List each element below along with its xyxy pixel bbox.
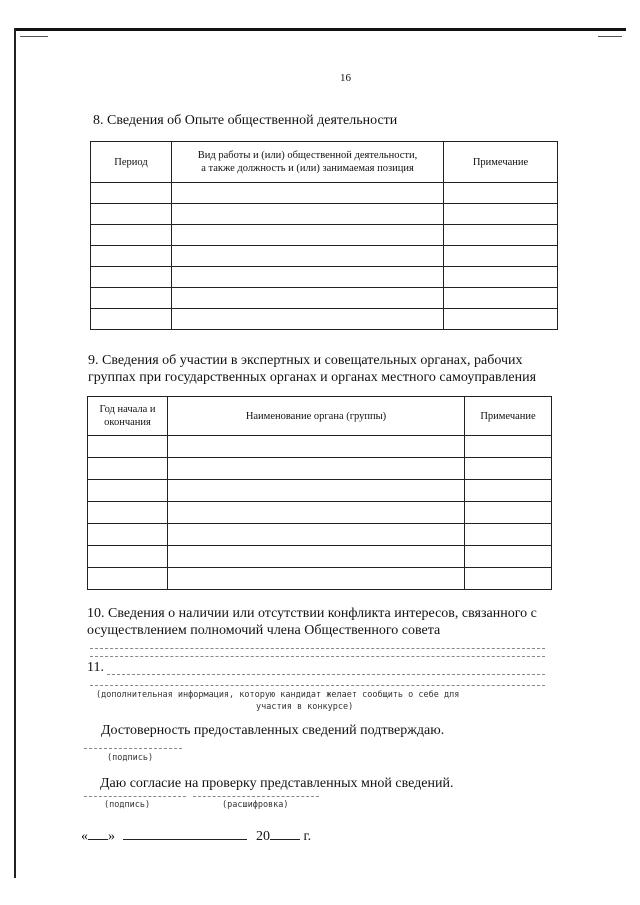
- table-header-row: [91, 142, 558, 183]
- signature-label: (подпись): [107, 753, 154, 763]
- section-9-title-line1: 9. Сведения об участии в экспертных и совещательных органах, рабочих: [88, 353, 523, 368]
- answer-line[interactable]: [90, 656, 545, 657]
- date-line: [81, 827, 311, 845]
- table-cell[interactable]: [88, 458, 168, 480]
- column-header-note: Примечание: [465, 397, 552, 436]
- column-header-years-line1: Год начала и: [99, 404, 156, 415]
- section-10-title-line2: осуществлением полномочий члена Общественного совета: [87, 623, 441, 638]
- table-cell[interactable]: [172, 267, 444, 288]
- decoding-label: (расшифровка): [222, 800, 289, 810]
- table-row: [91, 309, 558, 330]
- table-cell[interactable]: [444, 183, 558, 204]
- signature-line[interactable]: [84, 796, 186, 797]
- table-cell[interactable]: [88, 568, 168, 590]
- table-cell[interactable]: [91, 246, 172, 267]
- section-9-title-line2: группах при государственных органах и органах местного самоуправления: [88, 370, 537, 385]
- table-row: [91, 267, 558, 288]
- table-row: [88, 502, 552, 524]
- table-cell[interactable]: [172, 204, 444, 225]
- table-cell[interactable]: [168, 502, 465, 524]
- table-cell[interactable]: [465, 568, 552, 590]
- year-blank[interactable]: [270, 827, 300, 840]
- table-cell[interactable]: [88, 502, 168, 524]
- table-cell[interactable]: [465, 436, 552, 458]
- table-cell[interactable]: [168, 568, 465, 590]
- column-header-activity: [172, 142, 444, 183]
- table-cell[interactable]: [172, 225, 444, 246]
- table-cell[interactable]: [91, 288, 172, 309]
- table-cell[interactable]: [465, 502, 552, 524]
- table-cell[interactable]: [91, 183, 172, 204]
- answer-line[interactable]: [90, 648, 545, 649]
- table-row: [91, 288, 558, 309]
- table-row: [91, 225, 558, 246]
- table-row: [88, 436, 552, 458]
- table-cell[interactable]: [172, 246, 444, 267]
- column-header-activity-line1: Вид работы и (или) общественной деятельности,: [197, 150, 418, 161]
- section-10-title: [87, 605, 537, 639]
- column-header-note: Примечание: [444, 142, 558, 183]
- table-row: [88, 458, 552, 480]
- table-cell[interactable]: [91, 225, 172, 246]
- section-10-title-line1: 10. Сведения о наличии или отсутствии конфликта интересов, связанного с: [87, 606, 537, 621]
- section-11-number: 11.: [87, 660, 104, 675]
- page-number: 16: [340, 72, 351, 84]
- table-cell[interactable]: [91, 309, 172, 330]
- section-11-note-line2: участия в конкурсе): [256, 702, 354, 712]
- table-row: [88, 568, 552, 590]
- table-cell[interactable]: [172, 183, 444, 204]
- table-cell[interactable]: [444, 267, 558, 288]
- confirm-statement: Достоверность предоставленных сведений подтверждаю.: [101, 723, 445, 738]
- table-cell[interactable]: [465, 546, 552, 568]
- month-blank[interactable]: [123, 827, 247, 840]
- year-suffix: г.: [303, 829, 312, 844]
- table-cell[interactable]: [444, 225, 558, 246]
- table-cell[interactable]: [444, 246, 558, 267]
- date-close-quote: »: [108, 829, 115, 844]
- day-blank[interactable]: [88, 827, 108, 840]
- answer-line[interactable]: [107, 674, 545, 675]
- section-8-table: [90, 141, 558, 330]
- table-cell[interactable]: [172, 288, 444, 309]
- column-header-organ: Наименование органа (группы): [168, 397, 465, 436]
- section-9-title: [88, 352, 536, 386]
- table-cell[interactable]: [465, 458, 552, 480]
- signature-line[interactable]: [84, 748, 182, 749]
- scan-mark: [20, 36, 48, 37]
- answer-line[interactable]: [90, 685, 545, 686]
- section-8-title: 8. Сведения об Опыте общественной деятельности: [93, 113, 398, 128]
- section-11-note-line1: (дополнительная информация, которую кандидат желает сообщить о себе для: [96, 690, 460, 700]
- table-cell[interactable]: [444, 204, 558, 225]
- consent-statement: Даю согласие на проверку представленных мной сведений.: [100, 776, 454, 791]
- column-header-years-line2: окончания: [104, 417, 151, 428]
- table-row: [88, 546, 552, 568]
- scan-mark: [598, 36, 622, 37]
- scan-border-top: [14, 28, 626, 31]
- table-cell[interactable]: [168, 524, 465, 546]
- table-row: [91, 204, 558, 225]
- table-row: [91, 183, 558, 204]
- table-row: [88, 480, 552, 502]
- table-row: [91, 246, 558, 267]
- column-header-years: [88, 397, 168, 436]
- section-9-table: [87, 396, 552, 590]
- table-cell[interactable]: [88, 480, 168, 502]
- table-row: [88, 524, 552, 546]
- table-cell[interactable]: [168, 480, 465, 502]
- table-cell[interactable]: [168, 458, 465, 480]
- table-cell[interactable]: [88, 436, 168, 458]
- table-cell[interactable]: [465, 524, 552, 546]
- table-cell[interactable]: [88, 546, 168, 568]
- column-header-activity-line2: а также должность и (или) занимаемая позиция: [201, 163, 414, 174]
- table-cell[interactable]: [88, 524, 168, 546]
- date-open-quote: «: [81, 829, 88, 844]
- column-header-period: Период: [91, 142, 172, 183]
- year-prefix: 20: [256, 829, 270, 844]
- table-cell[interactable]: [91, 204, 172, 225]
- table-cell[interactable]: [444, 288, 558, 309]
- table-cell[interactable]: [172, 309, 444, 330]
- table-cell[interactable]: [444, 309, 558, 330]
- scan-border-left: [14, 28, 16, 878]
- table-cell[interactable]: [91, 267, 172, 288]
- decoding-line[interactable]: [193, 796, 319, 797]
- table-cell[interactable]: [168, 546, 465, 568]
- table-header-row: [88, 397, 552, 436]
- signature-label: (подпись): [104, 800, 151, 810]
- table-cell[interactable]: [168, 436, 465, 458]
- table-cell[interactable]: [465, 480, 552, 502]
